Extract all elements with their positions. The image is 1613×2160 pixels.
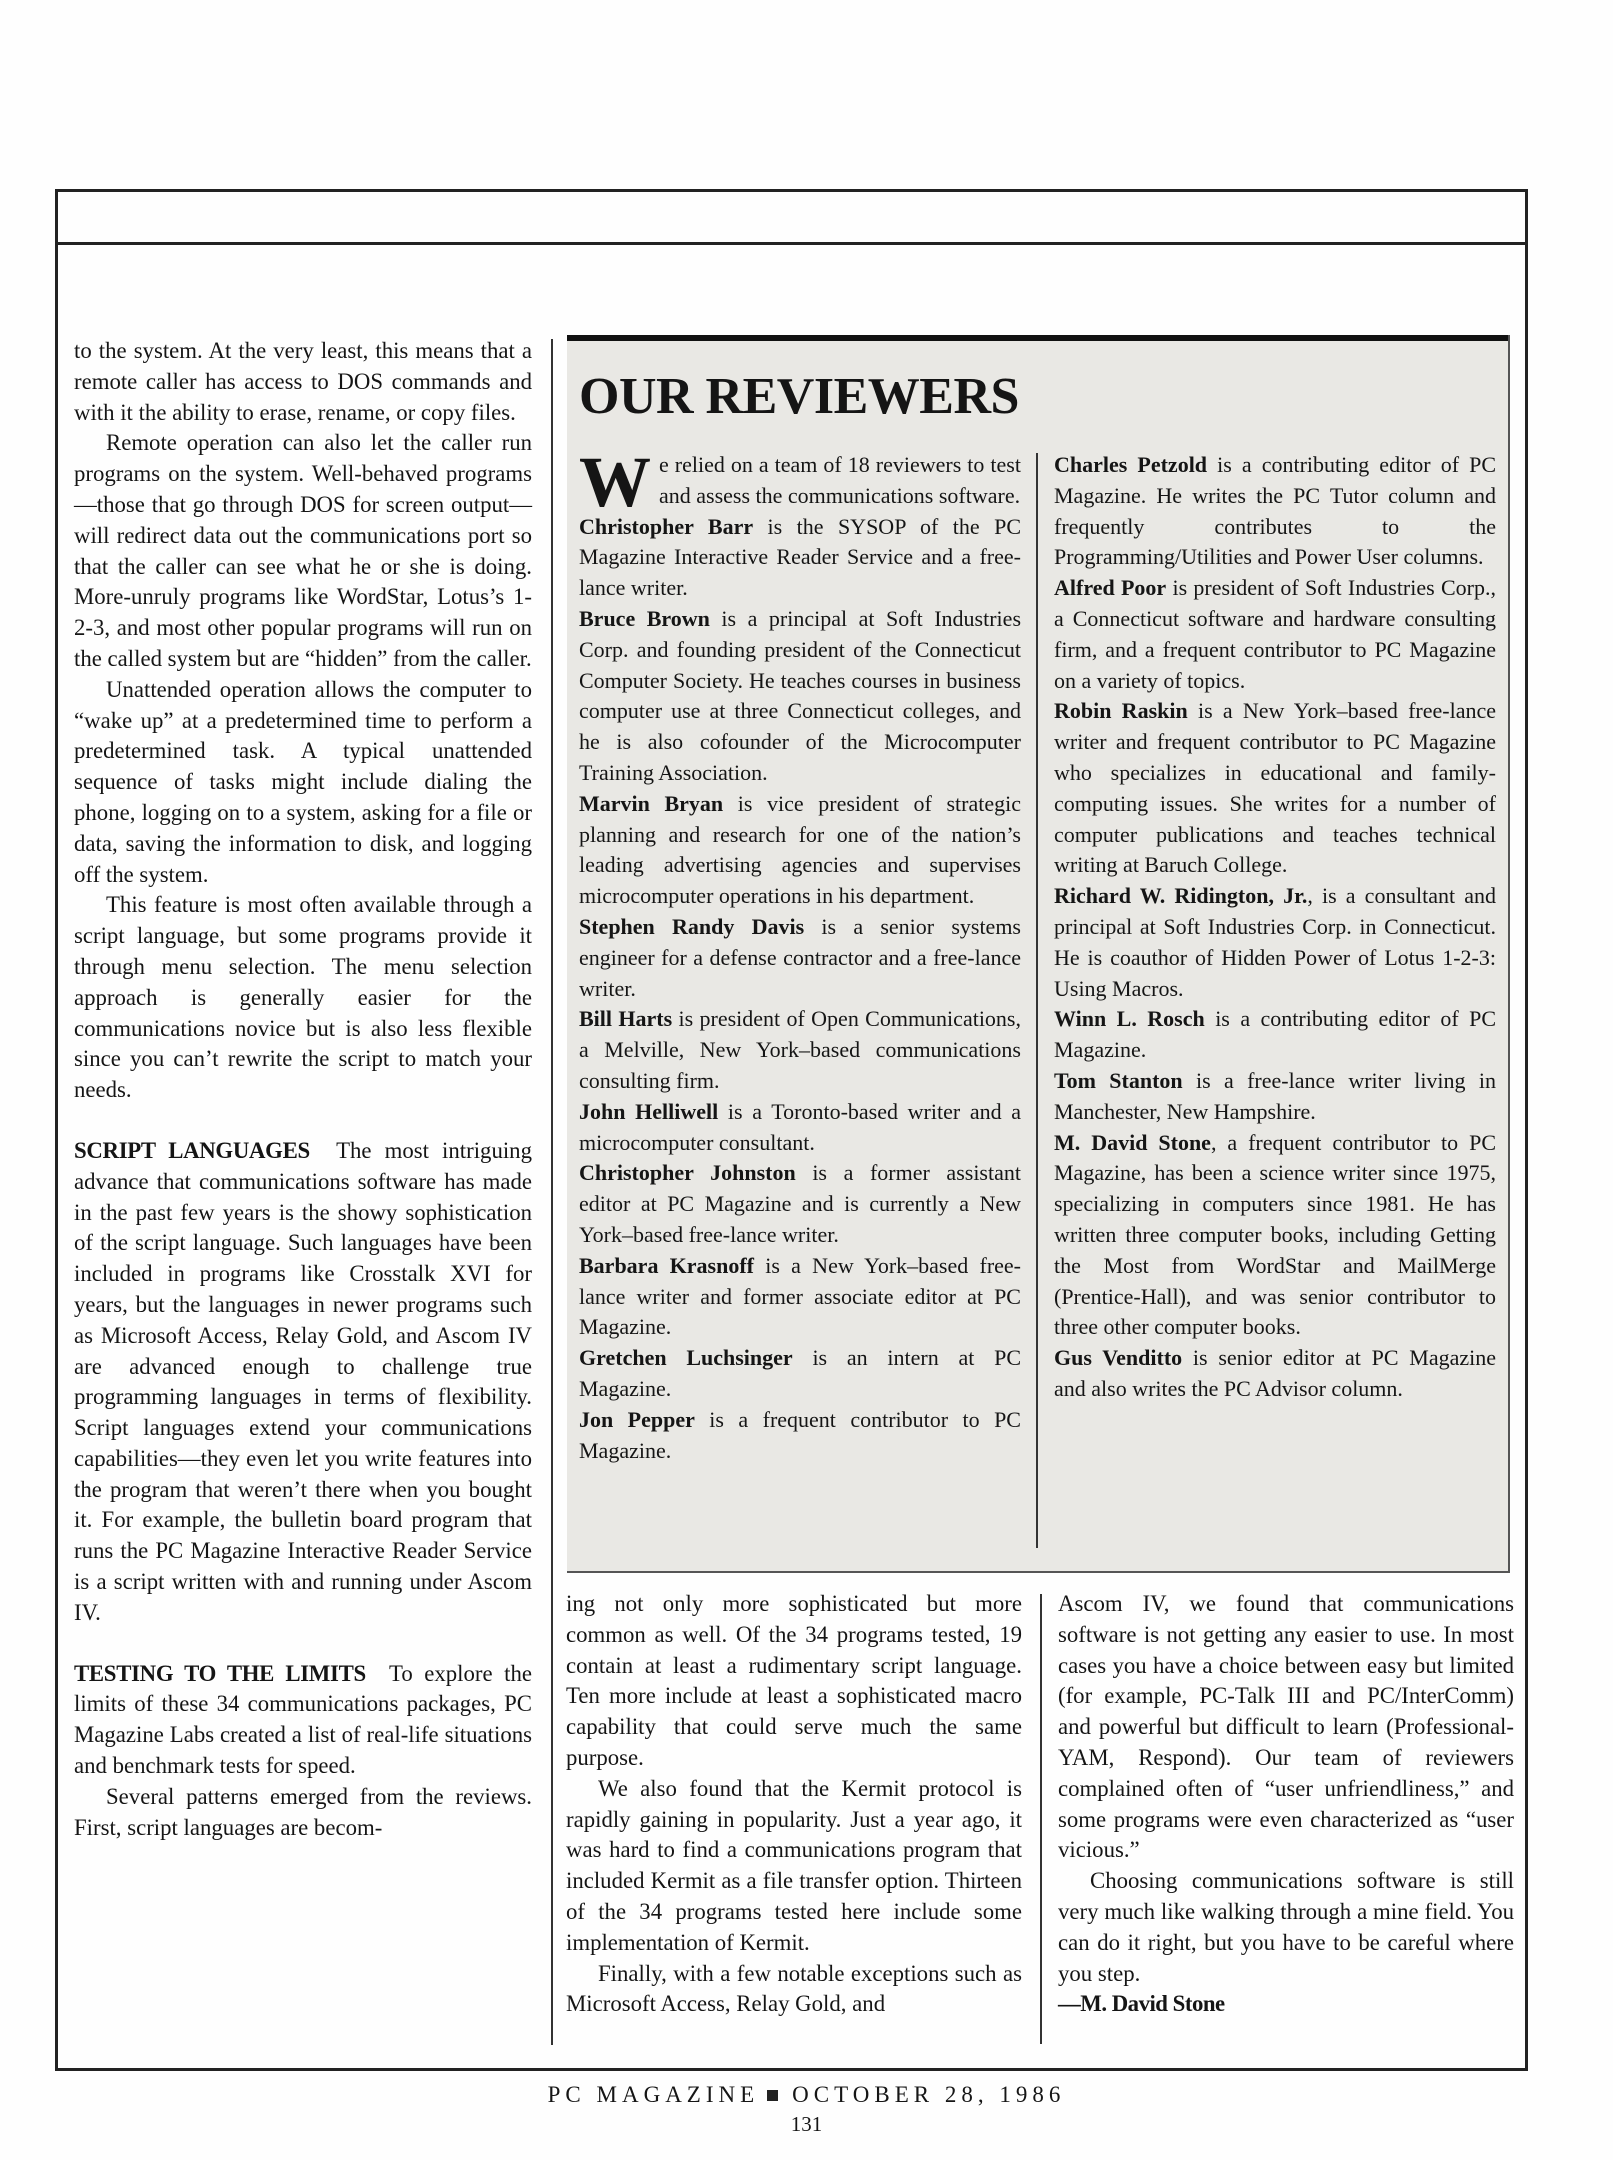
reviewers-box [567, 335, 1510, 1573]
section-text: To explore the limits of these 34 communications packages, PC Magazine Labs created a list of real-life situations and benchmark tests for speed. [74, 1660, 533, 1779]
reviewer-name: John Helliwell [579, 1098, 719, 1124]
section-text: The most intriguing advance that communications software has made in the past few years is the showy sophistication of the script language. Such languages have been included in programs like Crosstalk XVI for years, but the languages in newer programs such as Microsoft Access, Relay Gold, and Ascom IV are advanced enough to challenge true programming languages in terms of flexibility. Script languages extend your communications capabilities—they even let you write features into the program that weren’t there when you bought it. For example, the bulletin board program that runs the PC Magazine Interactive Reader Service is a script written with and running under Ascom IV. [74, 1137, 532, 1625]
reviewer-name: Charles Petzold [1054, 452, 1208, 477]
left-column [74, 336, 532, 1843]
reviewer-entry: Christopher Johnston is a former assistant editor at PC Magazine and is currently a New York–based free-lance writer. [579, 1160, 1021, 1247]
reviewer-name: Bruce Brown [579, 605, 710, 631]
reviewer-name: Gretchen Luchsinger [579, 1345, 793, 1371]
paragraph: Unattended operation allows the computer to “wake up” at a predetermined time to perform a predetermined task. A typical unattended sequence of tasks might include dialing the phone, logging on to a system, asking for a file or data, saving the information to disk, and logging off the system. [74, 676, 532, 887]
section-heading: SCRIPT LANGUAGES [74, 1137, 310, 1163]
paragraph: Remote operation can also let the caller run programs on the system. Well-behaved programs—those that go through DOS for screen output—will redirect data out the communications port so that the caller can see what he or she is doing. More-unruly programs like WordStar, Lotus’s 1-2-3, and most other popular programs will run on the called system but are “hidden” from the caller. [74, 430, 532, 671]
reviewer-name: Alfred Poor [1054, 575, 1167, 601]
square-bullet-icon [767, 2090, 778, 2101]
reviewer-entry: Christopher Barr is the SYSOP of the PC Magazine Interactive Reader Service and a free-lance writer. [579, 513, 1021, 601]
section-testing [74, 1659, 532, 1782]
paragraph: Finally, with a few notable exceptions such as Microsoft Access, Relay Gold, and [566, 1960, 1022, 2017]
reviewer-entry: Winn L. Rosch is a contributing editor of PC Magazine. [1054, 1006, 1497, 1063]
paragraph: This feature is most often available through a script language, but some programs provide it through menu selection. The menu selection approach is generally easier for the communications novice but is also less flexible since you can’t rewrite the script to match your needs. [74, 892, 532, 1103]
paragraph: We also found that the Kermit protocol is rapidly gaining in popularity. Just a year ago, it was hard to find a communications program that included Kermit as a file transfer option. Thirteen of the 34 programs tested here include some implementation of Kermit. [566, 1775, 1022, 1955]
reviewers-title: OUR REVIEWERS [579, 368, 1019, 425]
paragraph: Choosing communications software is still very much like walking through a mine field. You can do it right, but you have to be careful where you step. [1058, 1868, 1514, 1986]
reviewers-intro: We relied on a team of 18 reviewers to test and assess the communications software. [579, 442, 1021, 522]
page-number: 131 [790, 2112, 823, 2136]
reviewer-entry: Gretchen Luchsinger is an intern at PC Magazine. [579, 1345, 1022, 1401]
reviewer-entry: Marvin Bryan is vice president of strategic planning and research for one of the nation’s leading advertising agencies and supervises microcomputer operations in his department. [579, 790, 1021, 909]
reviewer-name: Gus Venditto [1054, 1345, 1183, 1371]
reviewer-name: Christopher Barr [579, 513, 754, 539]
paragraph: Ascom IV, we found that communications software is not getting any easier to use. In most cases you have a choice between easy but limited (for example, PC-Talk III and PC/InterComm) and powerful but difficult to learn (Professional-YAM, Respond). Our team of reviewers complained often of “user unfriendliness,” and some programs were even characterized as “user vicious.” [1058, 1591, 1514, 1863]
reviewer-name: Winn L. Rosch [1054, 1006, 1205, 1032]
reviewer-entry: Jon Pepper is a frequent contributor to PC Magazine. [579, 1406, 1021, 1463]
reviewer-entry: Tom Stanton is a free-lance writer living in Manchester, New Hampshire. [1054, 1067, 1496, 1124]
reviewer-name: Robin Raskin [1054, 698, 1188, 724]
reviewer-name: Jon Pepper [579, 1406, 695, 1432]
reviewer-entry: Bill Harts is president of Open Communications, a Melville, New York–based communications consulting firm. [579, 1006, 1021, 1093]
column-divider [1040, 1594, 1042, 2044]
reviewer-name: Bill Harts [579, 1006, 673, 1032]
reviewer-name: Stephen Randy Davis [579, 913, 805, 939]
reviewer-entry: Alfred Poor is president of Soft Industries Corp., a Connecticut software and hardware consulting firm, and a frequent contributor to PC Magazine on a variety of topics. [1054, 575, 1496, 693]
reviewer-name: Barbara Krasnoff [579, 1252, 755, 1278]
reviewer-name: M. David Stone [1054, 1129, 1211, 1155]
paragraph: ing not only more sophisticated but more common as well. Of the 34 programs tested, 19 contain at least a rudimentary script language. Ten more include at least a sophisticated macro capability that could serve much the same purpose. [566, 1591, 1022, 1770]
reviewers-left-column [579, 442, 1022, 1466]
reviewer-entry: Charles Petzold is a contributing editor of PC Magazine. He writes the PC Tutor column and frequently contributes to the Programming/Utilities and Power User columns. [1054, 452, 1497, 570]
magazine-name: PC MAGAZINE [547, 2082, 760, 2107]
reviewer-name: Richard W. Ridington, Jr. [1054, 883, 1308, 909]
reviewer-entry: Robin Raskin is a New York–based free-lance writer and frequent contributor to PC Magazine who specializes in educational and family-computing issues. She writes for a number of computer publications and teaches technical writing at Baruch College. [1054, 698, 1496, 878]
reviewer-entry: John Helliwell is a Toronto-based writer and a microcomputer consultant. [579, 1098, 1022, 1155]
reviewer-entry: Gus Venditto is senior editor at PC Magazine and also writes the PC Advisor column. [1054, 1345, 1496, 1401]
reviewer-entry: Stephen Randy Davis is a senior systems engineer for a defense contractor and a free-lance writer. [579, 913, 1021, 1001]
header-band [58, 192, 1525, 245]
box-top-rule [567, 335, 1508, 341]
reviewer-entry: M. David Stone, a frequent contributor to PC Magazine, has been a science writer since 1975, specializing in computers since 1981. He has written three computer books, including Getting the Most from WordStar and MailMerge (Prentice-Hall), and was senior contributor to three other computer books. [1054, 1129, 1496, 1340]
section-heading: TESTING TO THE LIMITS [74, 1660, 366, 1686]
drop-cap: W [579, 442, 651, 522]
right-column [1058, 1589, 1514, 2020]
paragraph: to the system. At the very least, this means that a remote caller has access to DOS commands and with it the ability to erase, rename, or copy files. [74, 338, 532, 425]
author-signature: —M. David Stone [1058, 1991, 1225, 2017]
column-divider [551, 339, 553, 2045]
reviewer-name: Christopher Johnston [579, 1160, 796, 1186]
page-footer [0, 2082, 1613, 2108]
reviewer-name: Tom Stanton [1054, 1067, 1183, 1093]
reviewer-entry: Richard W. Ridington, Jr., is a consultant and principal at Soft Industries Corp. in Connecticut. He is coauthor of Hidden Power of Lotus 1-2-3: Using Macros. [1054, 883, 1496, 1001]
section-script-languages [74, 1136, 532, 1629]
reviewer-name: Marvin Bryan [579, 790, 724, 816]
reviewer-entry: Barbara Krasnoff is a New York–based free-lance writer and former associate editor at PC Magazine. [579, 1252, 1021, 1340]
reviewer-entry: Bruce Brown is a principal at Soft Industries Corp. and founding president of the Connecticut Computer Society. He teaches courses in business computer use at three Connecticut colleges, and he is also cofounder of the Microcomputer Training Association. [579, 605, 1021, 785]
issue-date: OCTOBER 28, 1986 [792, 2082, 1066, 2107]
middle-column [566, 1589, 1022, 2020]
paragraph: Several patterns emerged from the reviews. First, script languages are becom- [74, 1783, 532, 1840]
reviewers-right-column [1054, 450, 1496, 1405]
reviewers-column-divider [1036, 453, 1038, 1548]
